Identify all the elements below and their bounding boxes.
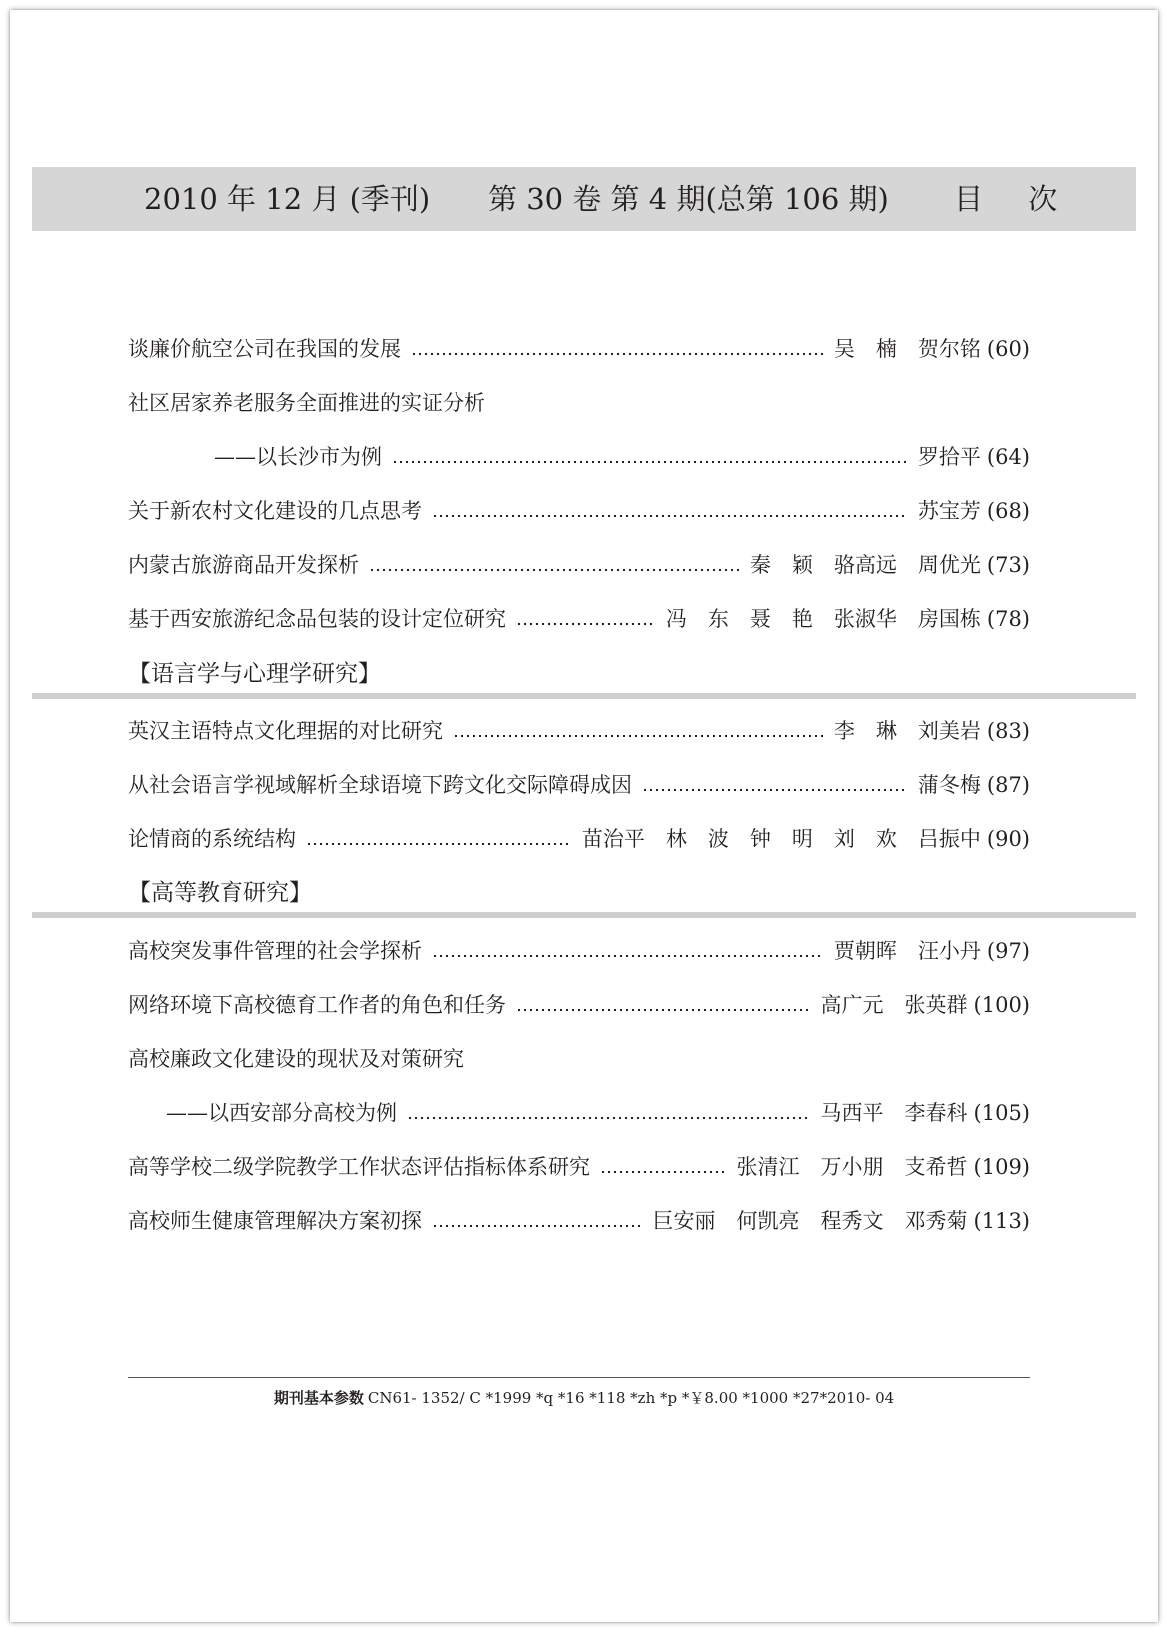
entry-title: 高校师生健康管理解决方案初探 — [128, 1209, 422, 1233]
entry-title: 英汉主语特点文化理据的对比研究 — [128, 719, 443, 743]
entry-page: (90) — [986, 827, 1030, 851]
entry-title: 内蒙古旅游商品开发探析 — [128, 553, 359, 577]
toc-entry[interactable] — [128, 491, 1030, 531]
entry-authors: 高广元 张英群 — [820, 993, 968, 1017]
toc-entry-subtitle[interactable] — [128, 437, 1030, 477]
section-divider — [32, 912, 1136, 918]
entry-authors: 苗治平 林 波 钟 明 刘 欢 吕振中 — [581, 827, 981, 851]
toc-entry[interactable] — [128, 819, 1030, 859]
entry-page: (109) — [973, 1155, 1030, 1179]
entry-page: (100) — [973, 993, 1030, 1017]
toc-entry[interactable] — [128, 599, 1030, 639]
entry-subtitle: ——以长沙市为例 — [214, 445, 382, 469]
entry-page: (73) — [986, 553, 1030, 577]
toc-label: 目 次 — [954, 182, 1076, 216]
dot-leader — [407, 1093, 811, 1133]
dot-leader — [411, 329, 824, 369]
entry-authors: 张清江 万小朋 支希哲 — [736, 1155, 968, 1179]
toc-entry-subtitle[interactable] — [128, 1093, 1030, 1133]
entry-authors: 苏宝芳 — [917, 499, 981, 523]
entry-subtitle: ——以西安部分高校为例 — [166, 1101, 397, 1125]
dot-leader — [516, 985, 811, 1025]
toc-entry[interactable] — [128, 545, 1030, 585]
parameters-value: CN61- 1352/ C *1999 *q *16 *118 *zh *p *￥8.00 *1000 *27*2010- 04 — [367, 1389, 895, 1407]
toc-entry[interactable] — [128, 1201, 1030, 1241]
entry-authors: 吴 楠 贺尔铭 — [833, 337, 981, 361]
entry-title: 基于西安旅游纪念品包装的设计定位研究 — [128, 607, 506, 631]
toc-entry[interactable] — [128, 931, 1030, 971]
header-bar — [32, 167, 1136, 231]
toc-entry[interactable] — [128, 765, 1030, 805]
entry-authors: 贾朝晖 汪小丹 — [833, 939, 981, 963]
entry-page: (83) — [986, 719, 1030, 743]
entry-authors: 冯 东 聂 艳 张淑华 房国栋 — [665, 607, 981, 631]
entry-authors: 罗拾平 — [917, 445, 981, 469]
parameters-label: 期刊基本参数 — [273, 1389, 364, 1407]
toc-entry[interactable] — [128, 329, 1030, 369]
entry-authors: 巨安丽 何凯亮 程秀文 邓秀菊 — [652, 1209, 968, 1233]
entry-authors: 李 琳 刘美岩 — [833, 719, 981, 743]
entry-title: 从社会语言学视域解析全球语境下跨文化交际障碍成因 — [128, 773, 632, 797]
entry-page: (97) — [986, 939, 1030, 963]
entry-page: (68) — [986, 499, 1030, 523]
dot-leader — [306, 819, 572, 859]
volume-issue: 第 30 卷 第 4 期(总第 106 期) — [488, 182, 889, 216]
entry-page: (64) — [986, 445, 1030, 469]
section-heading-linguistics: 【语言学与心理学研究】 — [128, 661, 381, 687]
dot-leader — [392, 437, 908, 477]
entry-authors: 蒲冬梅 — [917, 773, 981, 797]
entry-page: (87) — [986, 773, 1030, 797]
entry-title: 高等学校二级学院教学工作状态评估指标体系研究 — [128, 1155, 590, 1179]
entry-page: (105) — [973, 1101, 1030, 1125]
toc-entry[interactable] — [128, 985, 1030, 1025]
entry-title: 论情商的系统结构 — [128, 827, 296, 851]
section-heading-higher-education: 【高等教育研究】 — [128, 880, 312, 906]
dot-leader — [432, 1201, 643, 1241]
toc-entry[interactable] — [128, 1147, 1030, 1187]
toc-entry-title-only[interactable] — [128, 1039, 1030, 1079]
entry-page: (113) — [973, 1209, 1030, 1233]
section-divider — [32, 693, 1136, 699]
dot-leader — [600, 1147, 727, 1187]
entry-title: 关于新农村文化建设的几点思考 — [128, 499, 422, 523]
journal-page — [10, 10, 1158, 1622]
entry-authors: 秦 颖 骆高远 周优光 — [749, 553, 981, 577]
entry-page: (78) — [986, 607, 1030, 631]
footer-rule — [128, 1377, 1030, 1378]
journal-parameters — [10, 1386, 1158, 1410]
entry-title: 社区居家养老服务全面推进的实证分析 — [128, 391, 485, 415]
dot-leader — [453, 711, 824, 751]
entry-title: 高校廉政文化建设的现状及对策研究 — [128, 1047, 464, 1071]
dot-leader — [369, 545, 740, 585]
dot-leader — [642, 765, 908, 805]
dot-leader — [432, 931, 824, 971]
dot-leader — [432, 491, 908, 531]
toc-entry-title-only[interactable] — [128, 383, 1030, 423]
entry-authors: 马西平 李春科 — [820, 1101, 968, 1125]
dot-leader — [516, 599, 656, 639]
entry-title: 谈廉价航空公司在我国的发展 — [128, 337, 401, 361]
entry-page: (60) — [986, 337, 1030, 361]
entry-title: 高校突发事件管理的社会学探析 — [128, 939, 422, 963]
toc-entry[interactable] — [128, 711, 1030, 751]
entry-title: 网络环境下高校德育工作者的角色和任务 — [128, 993, 506, 1017]
issue-date: 2010 年 12 月 (季刊) — [144, 182, 431, 216]
